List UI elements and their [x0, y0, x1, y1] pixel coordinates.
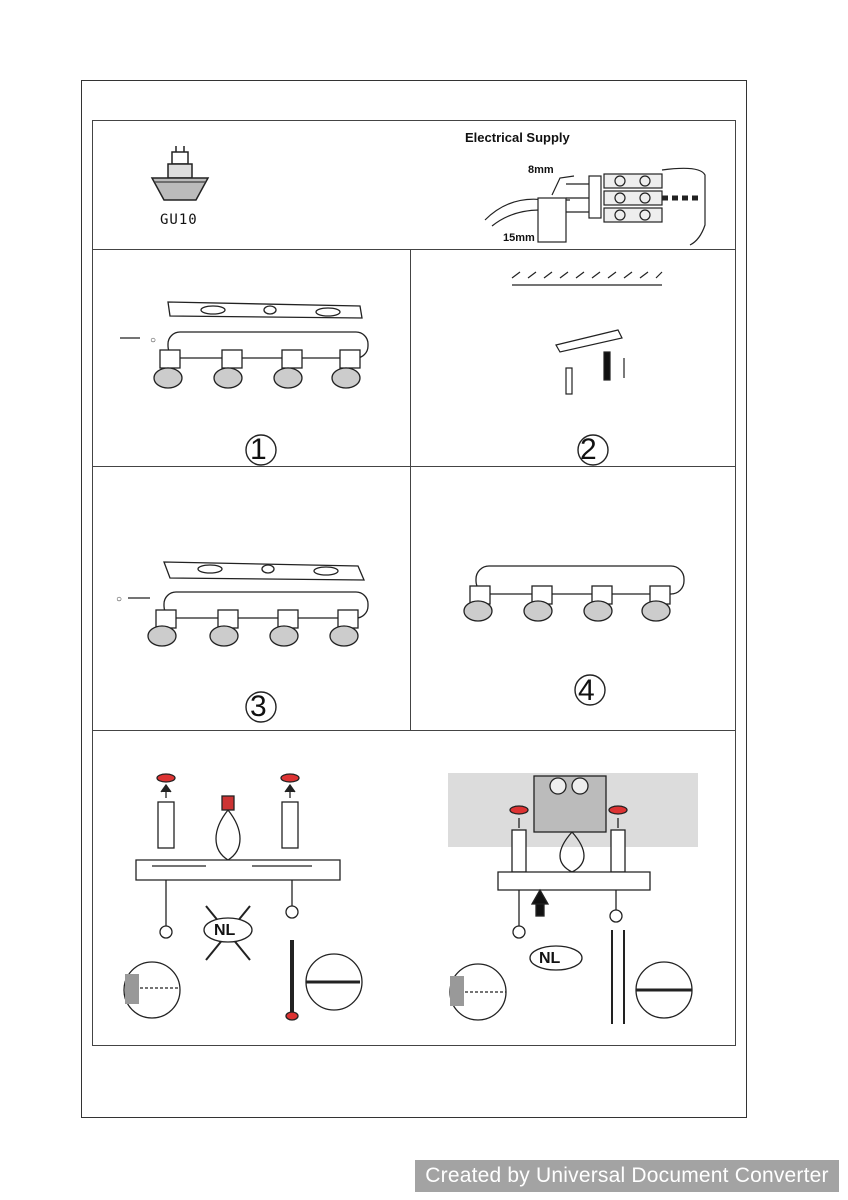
mounting-left-illustration — [124, 774, 362, 1020]
bulb-type-label: GU10 — [160, 212, 198, 228]
insulation-length-label: 15mm — [503, 232, 535, 244]
step1-illustration — [120, 302, 368, 388]
gu10-bulb-icon — [152, 146, 208, 200]
step-number-3: 3 — [250, 690, 267, 723]
electrical-supply-title: Electrical Supply — [465, 130, 570, 145]
step-number-4: 4 — [578, 674, 595, 707]
nl-badge-right: NL — [539, 950, 561, 967]
step-number-1: 1 — [250, 433, 267, 466]
step4-illustration — [464, 566, 684, 621]
mounting-right-illustration — [448, 773, 698, 1024]
svg-text:○: ○ — [116, 594, 123, 605]
svg-text:○: ○ — [150, 335, 157, 346]
watermark-banner: Created by Universal Document Converter — [415, 1160, 839, 1192]
step-number-2: 2 — [580, 433, 597, 466]
step3-illustration — [116, 562, 368, 646]
step2-illustration — [512, 272, 662, 394]
strip-length-label: 8mm — [528, 164, 554, 176]
nl-badge-left: NL — [214, 922, 236, 939]
